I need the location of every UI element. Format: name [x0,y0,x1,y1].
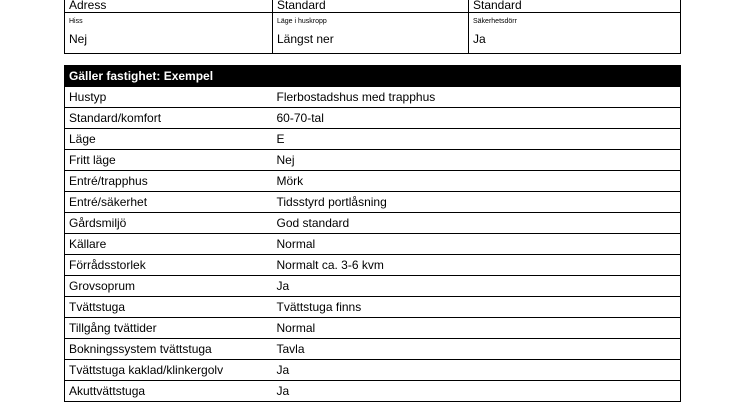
summary-row [65,13,681,54]
row-key: Akuttvättstuga [65,381,273,402]
row-key: Grovsoprum [65,276,273,297]
standard-value-2: Standard [473,0,522,12]
row-key: Gårdsmiljö [65,213,273,234]
security-door-value: Ja [473,32,486,46]
row-value: Tvättstuga finns [273,297,681,318]
row-value: Ja [273,360,681,381]
row-value: Normalt ca. 3-6 kvm [273,255,681,276]
row-value: Normal [273,234,681,255]
table-row [65,276,681,297]
table-row [65,213,681,234]
row-value: Flerbostadshus med trapphus [273,87,681,108]
row-key: Fritt läge [65,150,273,171]
security-door-label: Säkerhetsdörr [473,18,517,25]
standard-value: Standard [277,0,326,12]
table-row [65,318,681,339]
table-row [65,150,681,171]
row-key: Standard/komfort [65,108,273,129]
row-value: 60-70-tal [273,108,681,129]
property-title: Gäller fastighet: Exempel [65,66,681,87]
row-value: Tidsstyrd portlåsning [273,192,681,213]
row-key: Hustyp [65,87,273,108]
row-value: Tavla [273,339,681,360]
elevator-label: Hiss [69,18,83,25]
summary-cell [273,0,469,13]
summary-row [65,0,681,13]
position-label: Läge i huskropp [277,18,327,25]
table-row [65,108,681,129]
summary-table [64,0,681,54]
table-row [65,234,681,255]
property-header-row [65,66,681,87]
row-key: Entré/trapphus [65,171,273,192]
table-row [65,255,681,276]
table-row [65,129,681,150]
row-value: Ja [273,276,681,297]
summary-cell [469,13,681,54]
property-rows [65,87,681,402]
row-key: Tillgång tvättider [65,318,273,339]
summary-cell [65,13,273,54]
table-row [65,339,681,360]
table-row [65,381,681,402]
row-value: E [273,129,681,150]
table-row [65,171,681,192]
row-key: Läge [65,129,273,150]
position-value: Längst ner [277,32,334,46]
row-value: God standard [273,213,681,234]
row-key: Tvättstuga kaklad/klinkergolv [65,360,273,381]
summary-cell [65,0,273,13]
row-value: Ja [273,381,681,402]
summary-cell [273,13,469,54]
row-key: Entré/säkerhet [65,192,273,213]
table-row [65,297,681,318]
row-value: Mörk [273,171,681,192]
row-key: Källare [65,234,273,255]
address-value: Adress [69,0,107,12]
property-table [64,65,681,402]
row-key: Tvättstuga [65,297,273,318]
table-row [65,87,681,108]
table-row [65,192,681,213]
elevator-value: Nej [69,32,88,46]
row-key: Bokningssystem tvättstuga [65,339,273,360]
summary-cell [469,0,681,13]
row-value: Normal [273,318,681,339]
table-row [65,360,681,381]
row-key: Förrådsstorlek [65,255,273,276]
row-value: Nej [273,150,681,171]
